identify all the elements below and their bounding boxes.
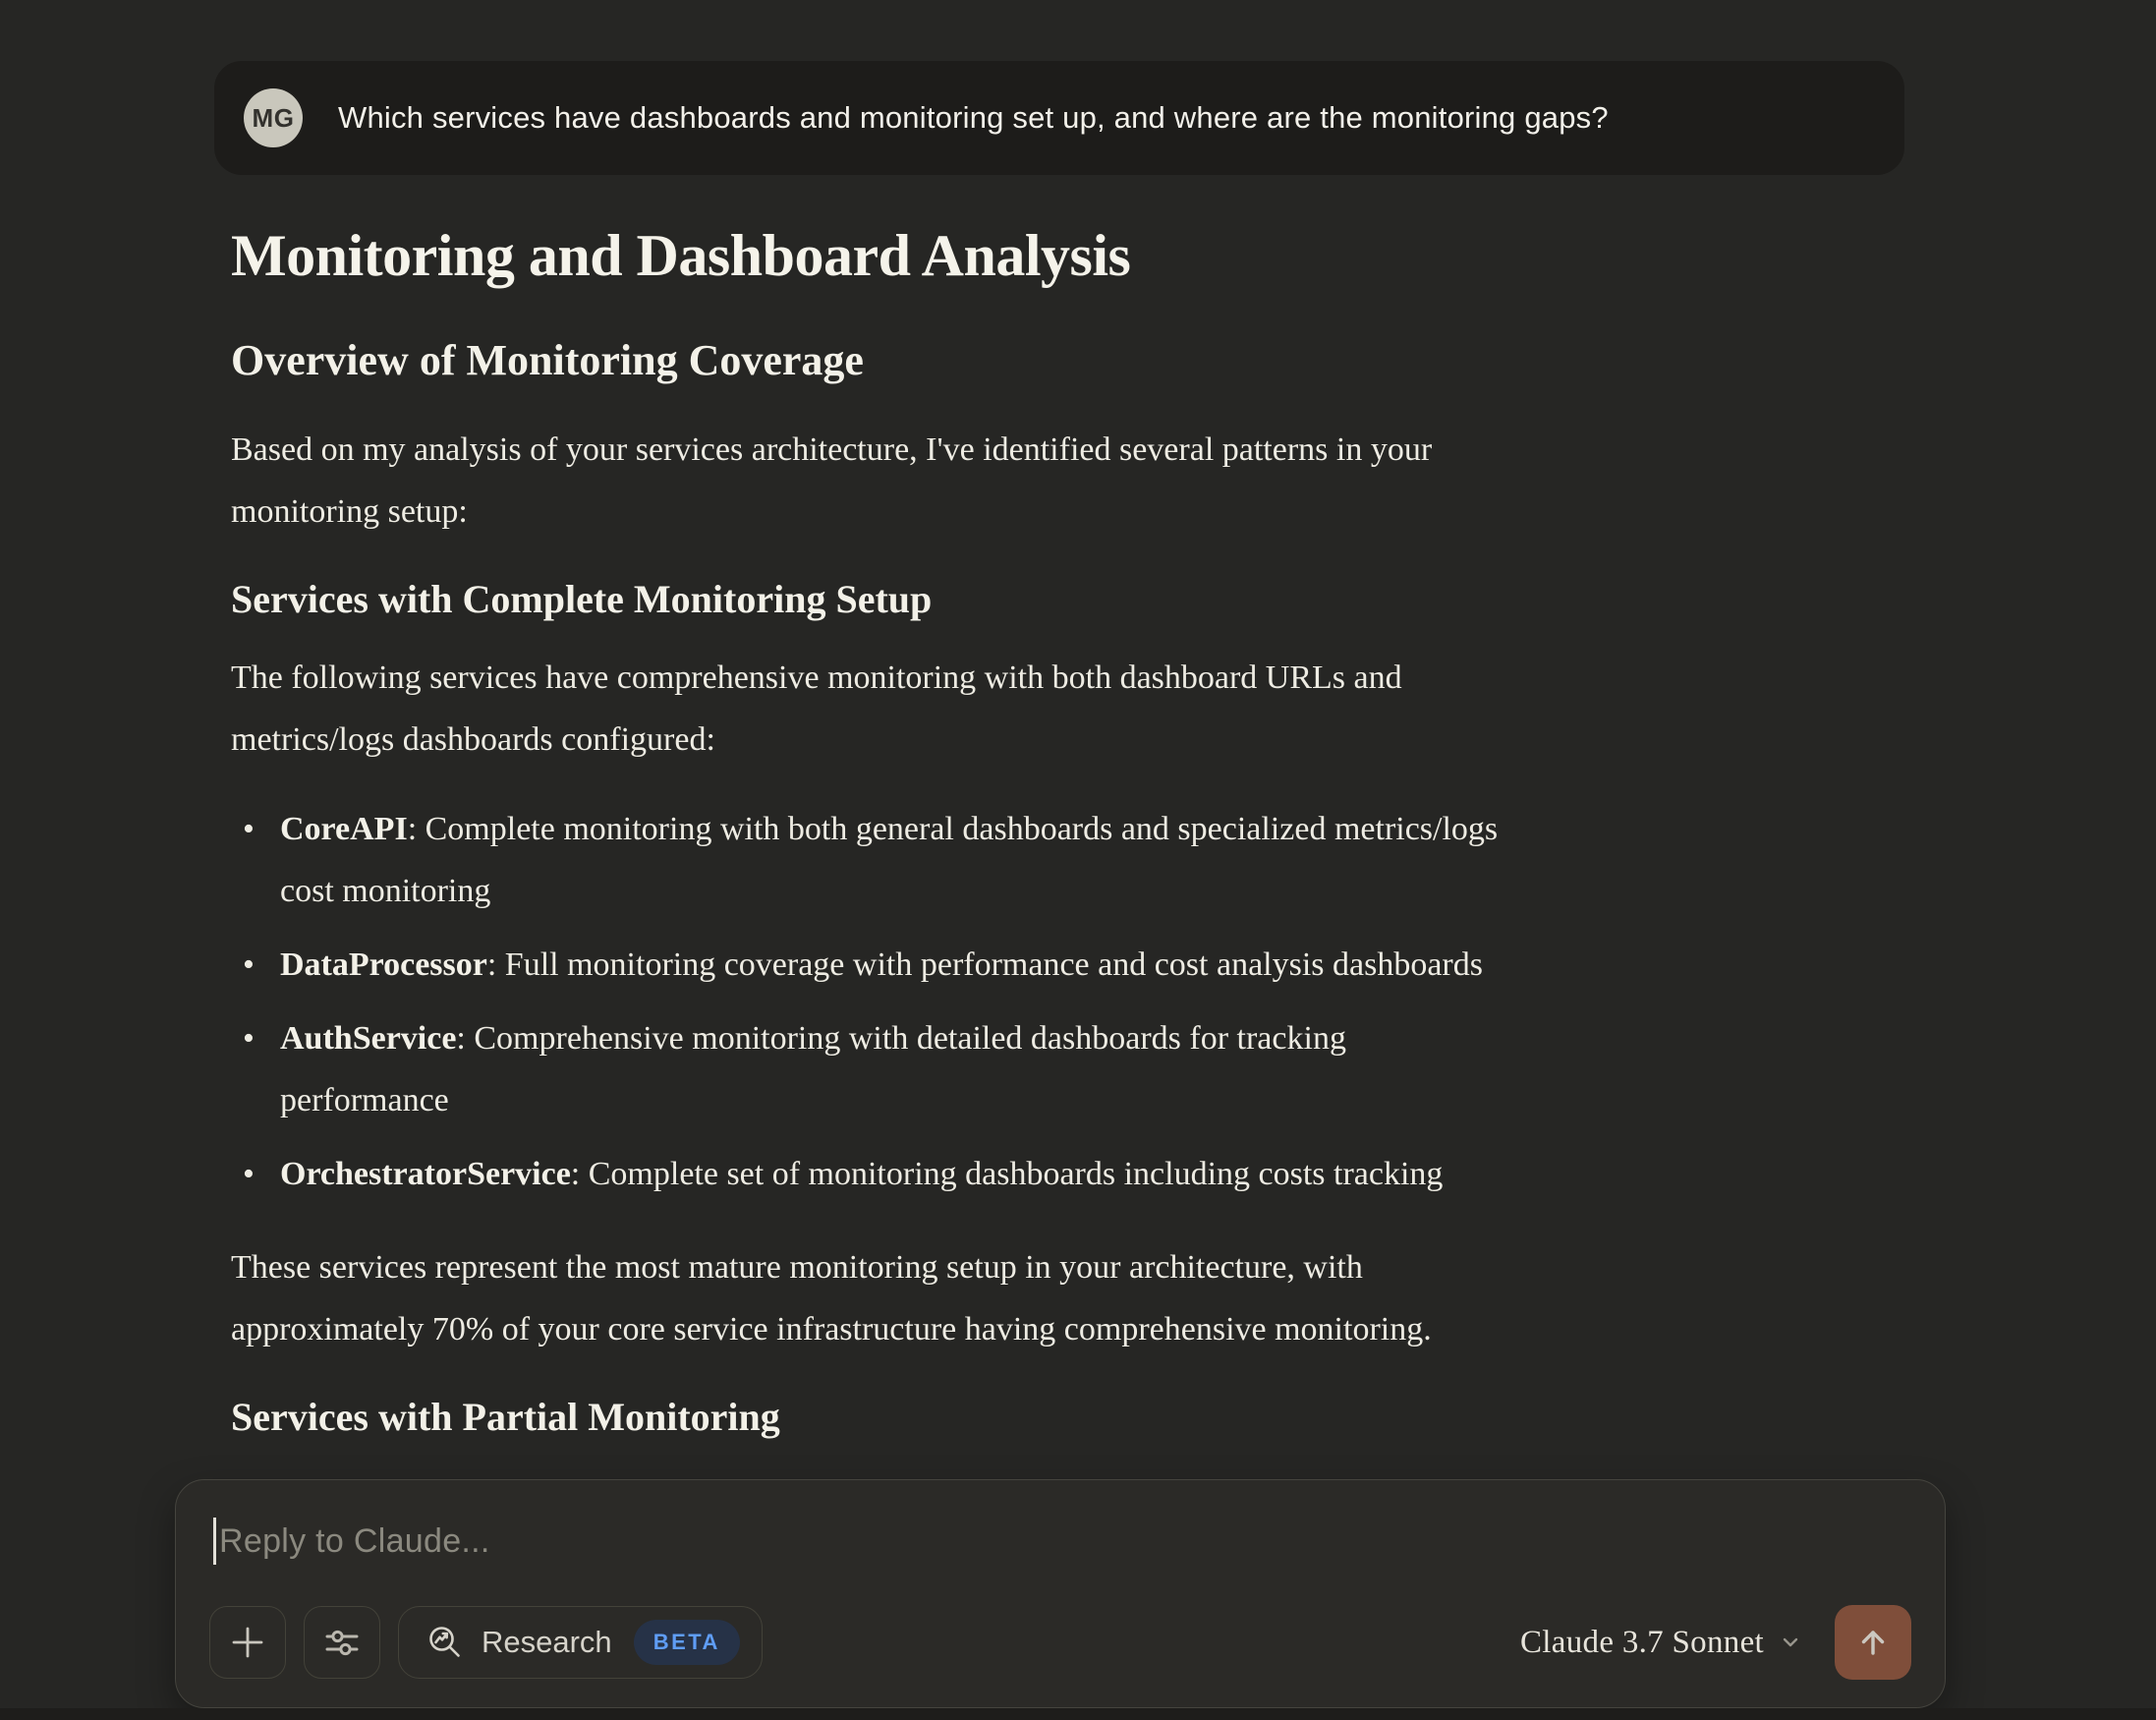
service-name: AuthService	[280, 1019, 457, 1057]
list-item-orchestratorservice: • OrchestratorService: Complete set of monitoring dashboards including costs tracking	[231, 1143, 1921, 1205]
service-name: CoreAPI	[280, 810, 408, 847]
avatar: MG	[244, 88, 303, 147]
service-name: OrchestratorService	[280, 1155, 571, 1192]
send-button[interactable]	[1835, 1605, 1911, 1680]
page-title: Monitoring and Dashboard Analysis	[231, 223, 1131, 288]
magnifier-trend-icon	[425, 1622, 466, 1663]
heading-overview: Overview of Monitoring Coverage	[231, 336, 864, 384]
paragraph-summary: These services represent the most mature monitoring setup in your architecture, with approximately 70% of your core service infrastructure having comprehensive monitoring.	[231, 1248, 1432, 1347]
user-message-text: Which services have dashboards and monitoring set up, and where are the monitoring gaps?	[338, 100, 1609, 135]
reply-input[interactable]	[213, 1518, 490, 1565]
tools-button[interactable]	[304, 1606, 380, 1679]
list-item-coreapi: • CoreAPI: Complete monitoring with both general dashboards and specialized metrics/logs cost monitoring	[231, 798, 1921, 922]
heading-partial-monitoring: Services with Partial Monitoring	[231, 1394, 780, 1439]
service-name: DataProcessor	[280, 946, 487, 983]
reply-composer	[175, 1479, 1946, 1708]
service-list	[231, 798, 1921, 1205]
composer-controls	[209, 1605, 1911, 1680]
sliders-horizontal-icon	[321, 1622, 363, 1663]
window-bottom-edge	[0, 1708, 2156, 1720]
model-selector-label: Claude 3.7 Sonnet	[1520, 1624, 1764, 1660]
paragraph-intro: Based on my analysis of your services architecture, I've identified several patterns in your monitoring setup:	[231, 430, 1433, 530]
heading-complete-monitoring: Services with Complete Monitoring Setup	[231, 576, 933, 621]
research-button[interactable]	[398, 1606, 763, 1679]
chevron-down-icon	[1776, 1628, 1805, 1657]
assistant-response	[231, 222, 1921, 1464]
beta-badge: BETA	[634, 1620, 740, 1665]
model-selector[interactable]	[1520, 1625, 1805, 1661]
plus-icon	[226, 1621, 269, 1664]
list-item-dataprocessor: • DataProcessor: Full monitoring coverage with performance and cost analysis dashboards	[231, 934, 1921, 996]
arrow-up-icon	[1853, 1623, 1893, 1662]
list-item-authservice: • AuthService: Comprehensive monitoring with detailed dashboards for tracking performance	[231, 1007, 1921, 1131]
text-cursor	[213, 1518, 216, 1565]
paragraph-complete-intro: The following services have comprehensive monitoring with both dashboard URLs and metrics/logs dashboards configured:	[231, 659, 1402, 758]
research-button-label: Research	[482, 1625, 612, 1659]
reply-placeholder: Reply to Claude...	[219, 1521, 490, 1560]
attach-button[interactable]	[209, 1606, 286, 1679]
user-message-bubble	[214, 61, 1904, 175]
